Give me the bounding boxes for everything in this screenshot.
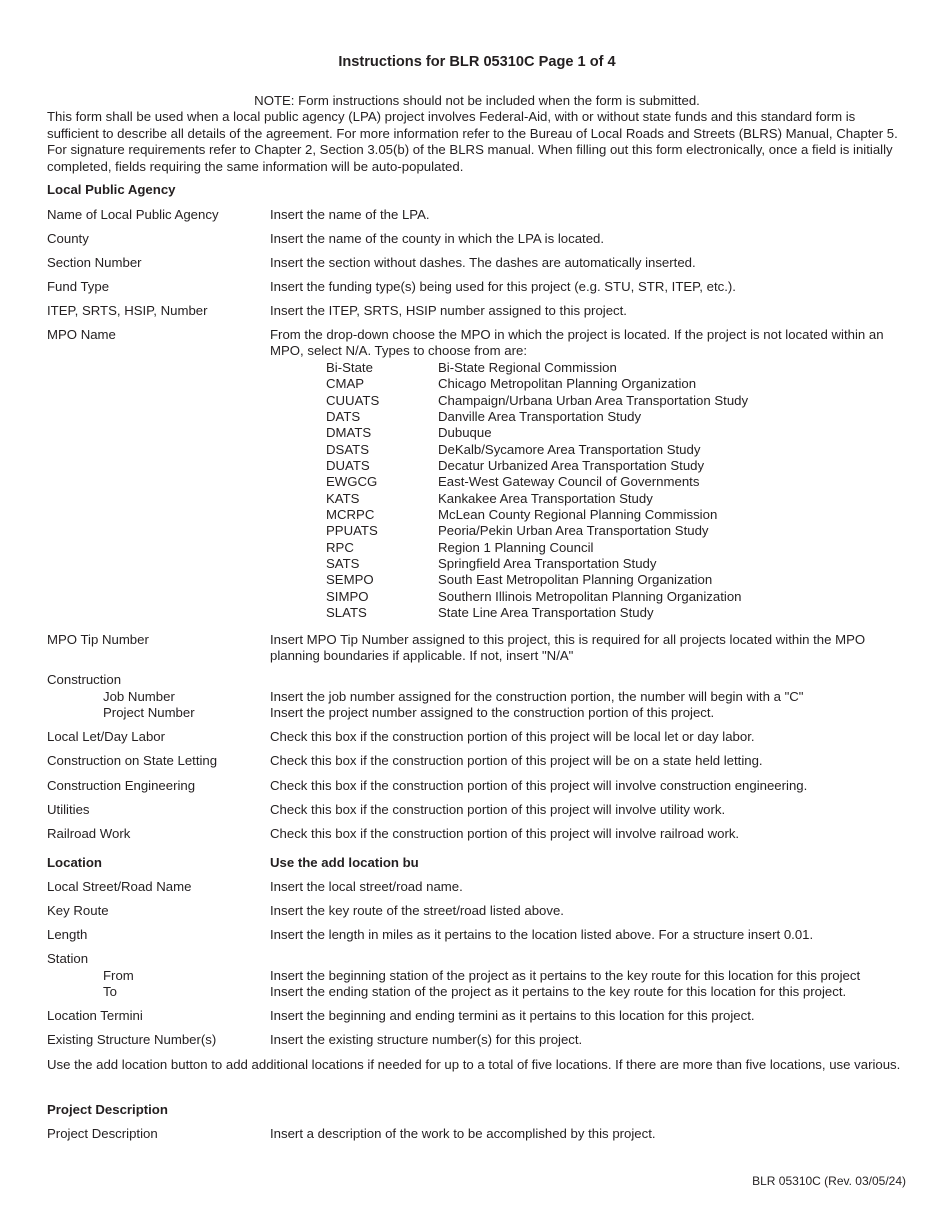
field-description: Insert MPO Tip Number assigned to this project, this is required for all projects located within the MPO planning boundaries if applicable. If not, insert "N/A" — [270, 632, 866, 664]
field-description: Insert the job number assigned for the construction portion, the number will begin with a "C" — [270, 689, 804, 704]
field-label: Fund Type — [47, 279, 110, 294]
mpo-full-name: South East Metropolitan Planning Organization — [438, 572, 713, 588]
field-description: Insert the beginning station of the project as it pertains to the key route for this location for this project — [270, 968, 861, 983]
mpo-list-item — [326, 589, 886, 605]
mpo-code: CUUATS — [326, 392, 380, 408]
add-location-note: Use the add location button to add additional locations if needed for up to a total of five locations. If there are more than five locations, use various. — [47, 1057, 901, 1072]
field-sublabel: Job Number — [103, 689, 175, 704]
mpo-list-item — [326, 605, 886, 621]
mpo-list-item — [326, 360, 886, 376]
field-label: Project Description — [47, 1126, 158, 1141]
mpo-list-item — [326, 458, 886, 474]
mpo-list-item — [326, 393, 886, 409]
mpo-full-name: McLean County Regional Planning Commission — [438, 507, 718, 523]
section-heading-project-description: Project Description — [47, 1102, 168, 1117]
field-sublabel: Project Number — [103, 705, 195, 720]
field-sublabel: From — [103, 968, 134, 983]
form-revision-footer: BLR 05310C (Rev. 03/05/24) — [752, 1174, 906, 1188]
mpo-list-item — [326, 442, 886, 458]
mpo-list-item — [326, 556, 886, 572]
mpo-full-name: Chicago Metropolitan Planning Organization — [438, 376, 697, 392]
field-label: Length — [47, 927, 88, 942]
mpo-code: DUATS — [326, 458, 370, 474]
field-description: Insert the beginning and ending termini as it pertains to this location for this project. — [270, 1008, 755, 1023]
field-label: Key Route — [47, 903, 109, 918]
field-description: Check this box if the construction portion of this project will involve construction engineering. — [270, 778, 808, 793]
mpo-code: SATS — [326, 556, 360, 572]
mpo-code: KATS — [326, 490, 360, 506]
mpo-list-item — [326, 474, 886, 490]
mpo-full-name: State Line Area Transportation Study — [438, 605, 654, 621]
field-label: Local Street/Road Name — [47, 879, 192, 894]
mpo-list-item — [326, 491, 886, 507]
field-description: Check this box if the construction portion of this project will be local let or day labor. — [270, 729, 755, 744]
mpo-list-item — [326, 523, 886, 539]
mpo-code: SIMPO — [326, 588, 369, 604]
field-description: Insert the name of the LPA. — [270, 207, 430, 222]
field-label: County — [47, 231, 89, 246]
field-description: Insert the existing structure number(s) for this project. — [270, 1032, 583, 1047]
field-label: Construction — [47, 672, 122, 687]
mpo-full-name: DeKalb/Sycamore Area Transportation Study — [438, 441, 701, 457]
mpo-list-item — [326, 376, 886, 392]
field-label: Station — [47, 951, 89, 966]
mpo-code: EWGCG — [326, 474, 378, 490]
field-label: Construction on State Letting — [47, 753, 218, 768]
field-label: Railroad Work — [47, 826, 131, 841]
mpo-code: SEMPO — [326, 572, 374, 588]
field-description: Insert the ending station of the project as it pertains to the key route for this location for this project. — [270, 984, 847, 999]
field-description: Check this box if the construction portion of this project will involve railroad work. — [270, 826, 740, 841]
field-description: From the drop-down choose the MPO in which the project is located. If the project is not located within an MPO, select N/A. Types to choose from are: — [270, 327, 884, 359]
field-sublabel: To — [103, 984, 117, 999]
mpo-code: MCRPC — [326, 507, 375, 523]
field-description: Insert the name of the county in which the LPA is located. — [270, 231, 605, 246]
field-label: MPO Tip Number — [47, 632, 149, 647]
mpo-full-name: Southern Illinois Metropolitan Planning Organization — [438, 588, 742, 604]
mpo-list-item — [326, 425, 886, 441]
mpo-full-name: Dubuque — [438, 425, 492, 441]
field-label: Local Let/Day Labor — [47, 729, 166, 744]
field-description: Check this box if the construction portion of this project will be on a state held letting. — [270, 753, 763, 768]
field-description: Insert a description of the work to be accomplished by this project. — [270, 1126, 656, 1141]
section-heading-lpa: Local Public Agency — [47, 182, 176, 197]
mpo-list-item — [326, 409, 886, 425]
field-description: Check this box if the construction portion of this project will involve utility work. — [270, 802, 726, 817]
field-label: Name of Local Public Agency — [47, 207, 219, 222]
field-label: ITEP, SRTS, HSIP, Number — [47, 303, 208, 318]
page-title: Instructions for BLR 05310C Page 1 of 4 — [338, 54, 616, 70]
mpo-full-name: Bi-State Regional Commission — [438, 360, 617, 375]
mpo-full-name: Decatur Urbanized Area Transportation Study — [438, 458, 705, 474]
mpo-code: DATS — [326, 409, 361, 425]
field-description: Insert the ITEP, SRTS, HSIP number assigned to this project. — [270, 303, 627, 318]
mpo-code: RPC — [326, 539, 354, 555]
mpo-code: CMAP — [326, 376, 365, 392]
submission-note: NOTE: Form instructions should not be included when the form is submitted. — [254, 93, 700, 108]
mpo-list-item — [326, 540, 886, 556]
intro-paragraph: This form shall be used when a local public agency (LPA) project involves Federal-Aid, with or without state funds and this standard form is sufficient to describe all details of the agreement. For more information refer to the Bureau of Local Roads and Streets (BLRS) Manual, Chapter 5. For signature requirements refer to Chapter 2, Section 3.05(b) of the BLRS manual. When filling out this form electronically, once a field is initially completed, fields requiring the same information will be auto-populated. — [47, 109, 898, 174]
field-label: MPO Name — [47, 327, 116, 342]
field-label: Construction Engineering — [47, 778, 196, 793]
mpo-code: PPUATS — [326, 523, 378, 539]
section-heading-desc: Use the add location bu — [270, 855, 419, 870]
mpo-code: DSATS — [326, 441, 369, 457]
mpo-type-list — [326, 360, 886, 622]
field-description: Insert the project number assigned to the construction portion of this project. — [270, 705, 715, 720]
field-description: Insert the section without dashes. The dashes are automatically inserted. — [270, 255, 696, 270]
field-label: Location Termini — [47, 1008, 143, 1023]
field-description: Insert the funding type(s) being used for this project (e.g. STU, STR, ITEP, etc.). — [270, 279, 736, 294]
mpo-full-name: Champaign/Urbana Urban Area Transportation Study — [438, 392, 749, 408]
mpo-code: DMATS — [326, 425, 372, 441]
field-label: Section Number — [47, 255, 142, 270]
field-description: Insert the local street/road name. — [270, 879, 463, 894]
mpo-list-item — [326, 507, 886, 523]
intro-block — [47, 93, 907, 175]
field-description: Insert the key route of the street/road listed above. — [270, 903, 564, 918]
mpo-full-name: Peoria/Pekin Urban Area Transportation Study — [438, 523, 709, 539]
field-description: Insert the length in miles as it pertains to the location listed above. For a structure insert 0.01. — [270, 927, 814, 942]
mpo-code: Bi-State — [326, 360, 373, 375]
section-heading-label: Location — [47, 855, 102, 870]
mpo-full-name: Kankakee Area Transportation Study — [438, 490, 653, 506]
mpo-full-name: Region 1 Planning Council — [438, 539, 594, 555]
mpo-full-name: Danville Area Transportation Study — [438, 409, 642, 425]
mpo-list-item — [326, 572, 886, 588]
mpo-code: SLATS — [326, 605, 367, 621]
mpo-full-name: Springfield Area Transportation Study — [438, 556, 657, 572]
field-label: Existing Structure Number(s) — [47, 1032, 217, 1047]
field-label: Utilities — [47, 802, 90, 817]
mpo-full-name: East-West Gateway Council of Governments — [438, 474, 700, 490]
